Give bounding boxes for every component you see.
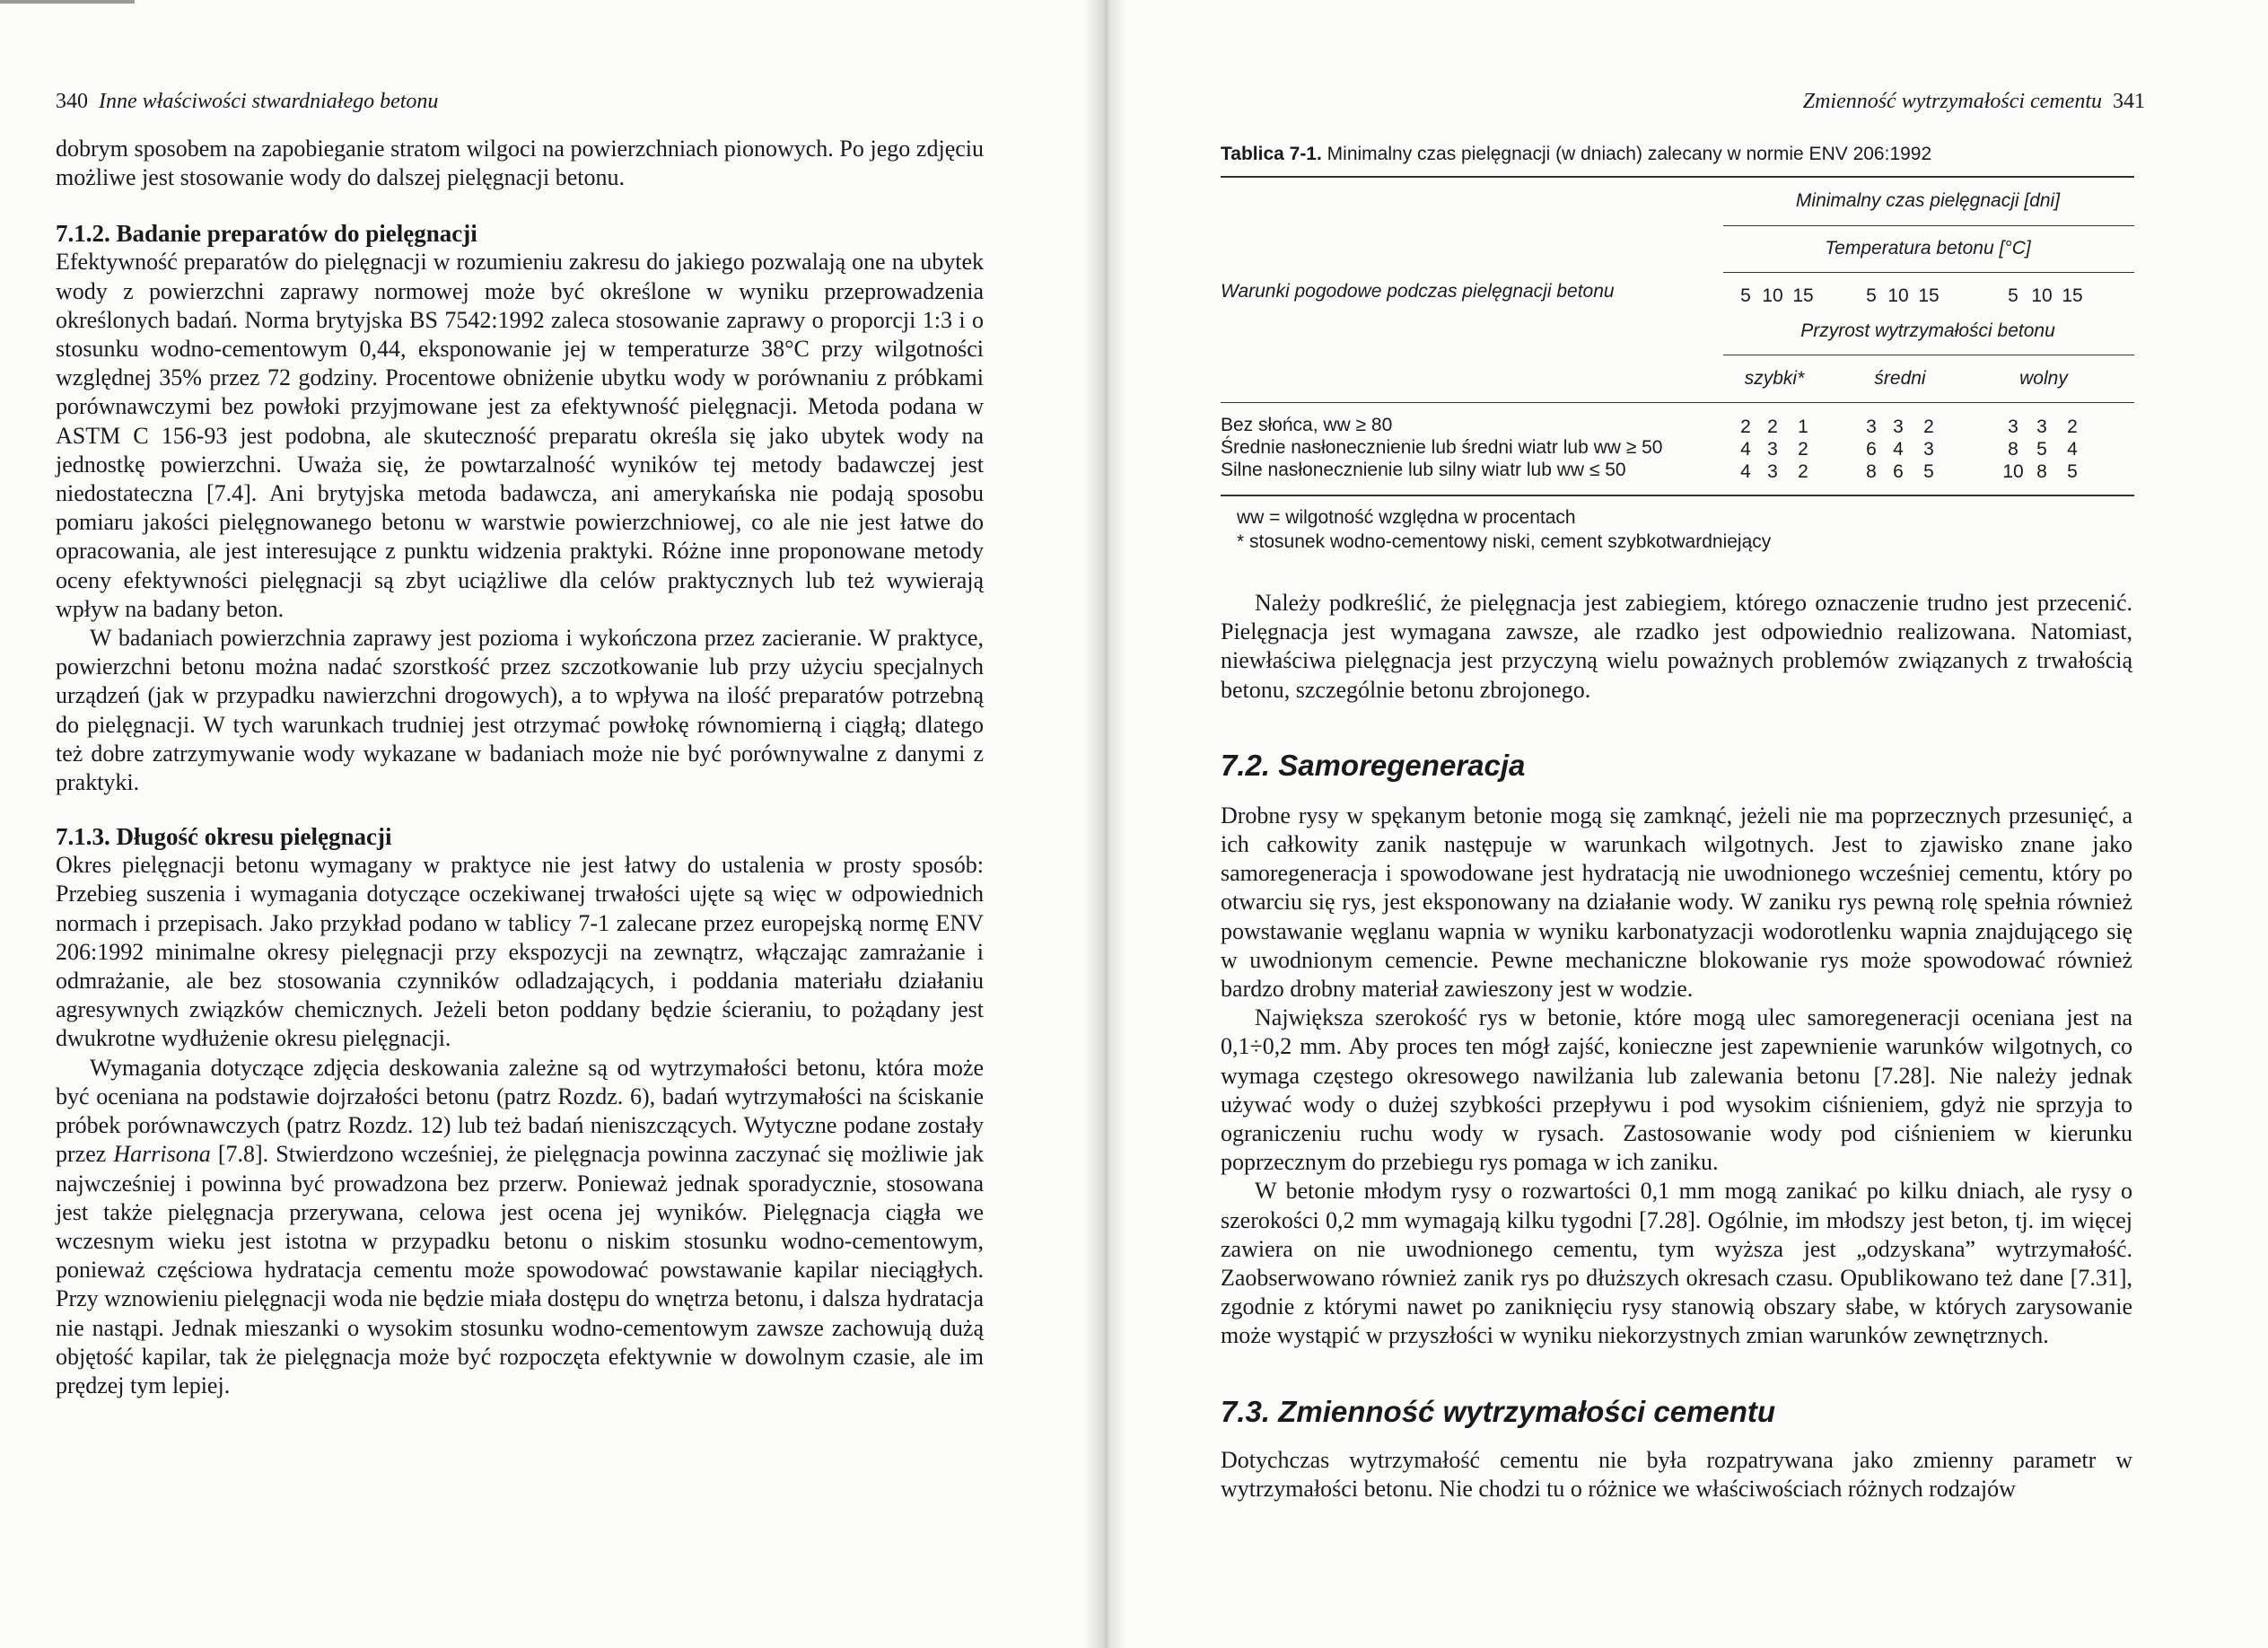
table-bottom-rule bbox=[1221, 495, 2134, 496]
table-cell: 5 bbox=[2067, 461, 2078, 482]
section-713-paragraph-1: Okres pielęgnacji betonu wymagany w praktyce nie jest łatwy do ustalenia w prosty sposób: Przebieg suszenia i wymagania dotyczące oczekiwanej trwałości ujęte są więc w odpowiednich normach i przepisach. Jako przykład podano w tablicy 7-1 zalecane przez europejską normę ENV 206:1992 minimalne okresy pielęgnacji przy ekspozycji na zewnątrz, włączając zamrażanie i odmrażanie, ale bez stosowania czynników odladzających, i poddania materiału działaniu agresywnych związków chemicznych. Jeżeli beton poddany będzie ścieraniu, to pożądany jest dwukrotne wydłużenie okresu pielęgnacji. bbox=[56, 852, 984, 1052]
right-text-column bbox=[1221, 589, 2132, 1503]
temp-cell: 10 bbox=[1887, 285, 1909, 306]
table-header-rule-1 bbox=[1723, 225, 2134, 226]
table-cell: 4 bbox=[1740, 461, 1751, 482]
section-73-heading: 7.3. Zmienność wytrzymałości cementu bbox=[1221, 1394, 1776, 1428]
group-fast: szybki* bbox=[1744, 368, 1805, 389]
table-cell: 2 bbox=[2067, 416, 2078, 437]
right-page-number: 341 bbox=[2113, 90, 2145, 113]
group-medium: średni bbox=[1874, 368, 1926, 389]
temp-cell: 10 bbox=[1762, 285, 1783, 306]
table-row-label: Bez słońca, ww ≥ 80 bbox=[1221, 415, 1393, 435]
table-cell: 2 bbox=[1923, 416, 1934, 437]
table-cell: 5 bbox=[2036, 439, 2047, 460]
table-cell: 4 bbox=[2067, 439, 2078, 460]
table-cell: 8 bbox=[2036, 461, 2047, 482]
section-72-paragraph-2: Największa szerokość rys w betonie, które mogą ulec samoregeneracji oceniana jest na 0,1÷0,2 mm. Aby proces ten mógł zajść, konieczne jest zapewnienie warunków wilgotnych, co wymaga częstego okresowego nawilżania lub zalewania betonu [7.28]. Nie należy jednak używać wody o dużej szybkości przepływu i pod wysokim ciśnieniem, gdyż nie sprzyja to ograniczeniu ruchu wody w rysach. Zastosowanie wody pod ciśnieniem w kierunku poprzecznym do przebiegu rys pomaga w ich zaniku. bbox=[1221, 1004, 2132, 1176]
table-top-rule bbox=[1221, 176, 2134, 178]
table-cell: 2 bbox=[1798, 439, 1808, 460]
section-72-heading: 7.2. Samoregeneracja bbox=[1221, 748, 1526, 782]
table-caption bbox=[1221, 144, 1931, 165]
temp-cell: 5 bbox=[1740, 285, 1751, 306]
temp-cell: 10 bbox=[2031, 285, 2053, 306]
table-row-label: Średnie nasłonecznienie lub średni wiatr lub ww ≥ 50 bbox=[1221, 437, 1663, 458]
temp-cell: 15 bbox=[2062, 285, 2083, 306]
table-cell: 8 bbox=[1866, 461, 1877, 482]
table-cell: 5 bbox=[1923, 461, 1934, 482]
table-cell: 3 bbox=[1767, 461, 1778, 482]
temp-cell: 5 bbox=[2008, 285, 2018, 306]
table-cell: 3 bbox=[2036, 416, 2047, 437]
table-cell: 3 bbox=[2008, 416, 2018, 437]
section-73-paragraph: Dotychczas wytrzymałość cementu nie była rozpatrywana jako zmienny parametr w wytrzymałości betonu. Nie chodzi tu o różnice we właściwościach różnych rodzajów bbox=[1221, 1446, 2132, 1502]
table-header-strength: Przyrost wytrzymałości betonu bbox=[1800, 320, 2055, 341]
table-cell: 4 bbox=[1740, 439, 1751, 460]
temp-cell: 15 bbox=[1792, 285, 1814, 306]
left-running-head bbox=[56, 90, 438, 114]
section-72-paragraph-1: Drobne rysy w spękanym betonie mogą się zamknąć, jeżeli nie ma poprzecznych przesunięć, a ich całkowity zanik następuje w warunkach wilgotnych. Jest to zjawisko znane jako samoregeneracja i spowodowane jest hydratacją nie uwodnionego wcześniej cementu, który po otwarciu się rys, jest eksponowany na działanie wody. W zaniku rys pewną rolę spełnia również powstawanie węglanu wapnia w wyniku karbonatyzacji wodorotlenku wapnia znajdującego się w uwodnionym cemencie. Pewne mechaniczne blokowanie rys może spowodować również bardzo drobny materiał zawieszony jest w wodzie. bbox=[1221, 802, 2132, 1003]
table-header-rule-2 bbox=[1723, 272, 2134, 273]
section-713-paragraph-2-end: [7.8]. Stwierdzono wcześniej, że pielęgnacja powinna zaczynać się możliwie jak najwcześniej i powinna być prowadzona bez przerw. Ponieważ jednak sporadycznie, stosowana jest także pielęgnacja przerywana, celowa jest ocena jej wyników. Pielęgnacja ciągła we wczesnym wieku jest istotna w przypadku betonu o niskim stosunku wodno-cementowym, ponieważ częściowa hydratacja cementu może spowodować powstawanie kapilar nieciągłych. Przy wznowieniu pielęgnacji woda nie będzie miała dostępu do wnętrza betonu, i dalsza hydratacja nie nastąpi. Jednak mieszanki o wysokim stosunku wodno-cementowym zawsze zachowują dużą objętość kapilar, tak że pielęgnacja może być rozpoczęta efektywnie w dowolnym czasie, ale im prędzej tym lepiej. bbox=[56, 1141, 985, 1398]
left-page-number: 340 bbox=[56, 90, 88, 113]
table-cell: 2 bbox=[1740, 416, 1751, 437]
table-cell: 8 bbox=[2008, 439, 2018, 460]
after-table-paragraph: Należy podkreślić, że pielęgnacja jest zabiegiem, którego oznaczenie trudno jest przecenić. Pielęgnacja jest wymagana zawsze, ale rzadko jest odpowiednio realizowana. Natomiast, niewłaściwa pielęgnacja jest przyczyną wielu poważnych problemów związanych z trwałością betonu, szczególnie betonu zbrojonego. bbox=[1221, 590, 2132, 703]
table-cell: 3 bbox=[1866, 416, 1877, 437]
table-cell: 3 bbox=[1767, 439, 1778, 460]
temp-cell: 5 bbox=[1866, 285, 1877, 306]
right-running-head bbox=[1750, 90, 2145, 114]
section-713-paragraph-2-start: Wymagania dotyczące zdjęcia deskowania zależne są od wytrzymałości betonu, która może być oceniana na podstawie dojrzałości betonu (patrz Rozdz. 6), badań wytrzymałości na ściskanie próbek porównawczych (patrz Rozdz. 12) lub też badań nieniszczących. Wytyczne podane zostały przez bbox=[56, 1054, 984, 1168]
table-note-asterisk: * stosunek wodno-cementowy niski, cement szybkotwardniejący bbox=[1237, 531, 1772, 552]
table-cell: 3 bbox=[1893, 416, 1904, 437]
table-cell: 2 bbox=[1798, 461, 1808, 482]
table-cell: 2 bbox=[1767, 416, 1778, 437]
table-row-label: Silne nasłonecznienie lub silny wiatr lub ww ≤ 50 bbox=[1221, 460, 1626, 480]
table-cell: 1 bbox=[1798, 416, 1808, 437]
temp-cell: 15 bbox=[1918, 285, 1940, 306]
left-running-title: Inne właściwości stwardniałego betonu bbox=[99, 90, 439, 113]
table-cell: 10 bbox=[2002, 461, 2024, 482]
table-cell: 4 bbox=[1893, 439, 1904, 460]
intro-paragraph: dobrym sposobem na zapobieganie stratom wilgoci na powierzchniach pionowych. Po jego zdjęciu możliwe jest stosowanie wody do dalszej pielęgnacji betonu. bbox=[56, 136, 984, 191]
table-caption-text: Minimalny czas pielęgnacji (w dniach) zalecany w normie ENV 206:1992 bbox=[1327, 144, 1932, 164]
table-cell: 6 bbox=[1893, 461, 1904, 482]
section-713-heading: 7.1.3. Długość okresu pielęgnacji bbox=[56, 823, 392, 851]
table-note-ww: ww = wilgotność względna w procentach bbox=[1237, 507, 1576, 528]
author-citation: Harrisona bbox=[113, 1141, 211, 1168]
table-label: Tablica 7-1. bbox=[1221, 144, 1322, 164]
table-header-top: Minimalny czas pielęgnacji [dni] bbox=[1795, 190, 2061, 211]
group-slow: wolny bbox=[2019, 368, 2068, 389]
top-edge-mark bbox=[0, 0, 135, 4]
section-713-paragraph-2 bbox=[56, 1054, 984, 1400]
table-cell: 3 bbox=[1923, 439, 1934, 460]
section-72-paragraph-3: W betonie młodym rysy o rozwartości 0,1 mm mogą zanikać po kilku dniach, ale rysy o szerokości 0,2 mm wymagają kilku tygodni [7.28]. Ogólnie, im młodszy jest beton, tj. im więcej zawiera on nie uwodnionego cementu, tym wyższa jest „odzyskana” wytrzymałość. Zaobserwowano również zanik rys po dłuższych okresach czasu. Opublikowano też dane [7.31], zgodnie z którymi nawet po zaniknięciu rysy stanowią obszary słabe, w których zarysowanie może wystąpić w przyszłości w wyniku niekorzystnych zmian warunków zewnętrznych. bbox=[1221, 1178, 2132, 1349]
book-gutter bbox=[1084, 0, 1127, 1648]
table-stub-header: Warunki pogodowe podczas pielęgnacji betonu bbox=[1221, 281, 1615, 302]
table-header-temp: Temperatura betonu [°C] bbox=[1825, 238, 2031, 259]
right-running-title: Zmienność wytrzymałości cementu bbox=[1802, 90, 2102, 113]
section-712-paragraph-2: W badaniach powierzchnia zaprawy jest pozioma i wykończona przez zacieranie. W praktyce, powierzchni betonu można nadać szorstkość przez szczotkowanie lub przy użyciu specjalnych urządzeń (jak w przypadku nawierzchni drogowych), a to wpływa na ilość preparatów potrzebną do pielęgnacji. W tych warunkach trudniej jest otrzymać powłokę równomierną i ciągłą; dlatego też dobre zatrzymywanie wody wykazane w badaniach może nie być porównywalne z danymi z praktyki. bbox=[56, 625, 984, 796]
section-712-heading: 7.1.2. Badanie preparatów do pielęgnacji bbox=[56, 220, 477, 248]
table-header-bottom-rule bbox=[1221, 402, 2134, 403]
left-text-column bbox=[56, 135, 984, 1400]
section-712-paragraph-1: Efektywność preparatów do pielęgnacji w rozumieniu zakresu do jakiego pozwalają one na ubytek wody z powierzchni zaprawy normowej może być określone w wyniku przeprowadzenia określonych badań. Norma brytyjska BS 7542:1992 zaleca stosowanie zaprawy o proporcji 1:3 i o stosunku wodno-cementowym 0,44, eksponowanie jej w temperaturze 38°C przy wilgotności względnej 35% przez 72 godziny. Procentowe obniżenie ubytku wody w porównaniu z próbkami porównawczymi bez powłoki przyjmowane jest za efektywność pielęgnacji. Metoda podana w ASTM C 156-93 jest podobna, ale skuteczność preparatu określa się jako ubytek wody na jednostkę powierzchni. Uważa się, że powtarzalność wyników tej metody badawczej jest niedostateczna [7.4]. Ani brytyjska metoda badawcza, ani amerykańska nie podają sposobu pomiaru jakości pielęgnowanego betonu w warstwie powierzchniowej, co ale nie jest łatwe do opracowania, ale jest interesujące z punktu widzenia praktyki. Różne inne proponowane metody oceny efektywności pielęgnacji są zbyt uciążliwe dla celów praktycznych lub też wywierają wpływ na badany beton. bbox=[56, 249, 984, 622]
table-cell: 6 bbox=[1866, 439, 1877, 460]
